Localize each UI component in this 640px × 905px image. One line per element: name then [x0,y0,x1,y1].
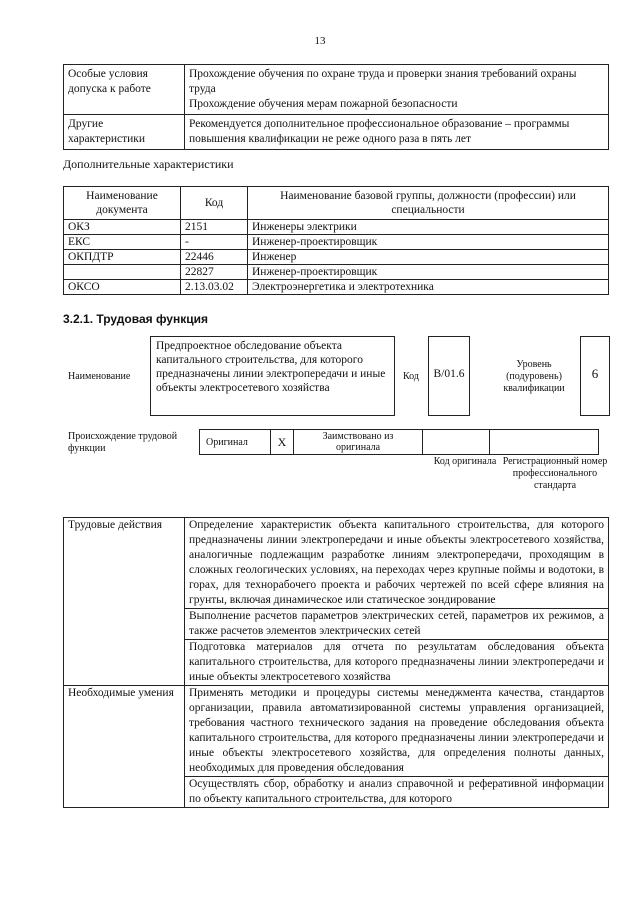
row-label: Трудовые действия [64,518,185,686]
cell [64,265,181,280]
page-number: 13 [314,35,326,47]
cell: 22446 [181,250,248,265]
borrowed-cell: Заимствовано из оригинала [294,430,423,455]
function-name-box: Предпроектное обследование объекта капитального строительства, для которого предназначены линии электропередачи и иные объекты электросетевого хозяйства [150,336,395,416]
function-heading: 3.2.1. Трудовая функция [63,312,208,326]
item-text: Применять методики и процедуры системы менеджмента качества, стандартов организации, правила автоматизированной системы управления организацией, требования частного технического задания на проведение обследования объекта капитального строительства, для которого предназначены линии электропередачи и иные объекты электросетевого хозяйства, для определения полноты данных, необходимых для проведения обследования [185,686,609,777]
table-row [200,430,599,455]
original-mark: X [271,430,294,455]
row-label: Необходимые умения [64,686,185,808]
section-heading: Дополнительные характеристики [63,157,234,171]
conditions-table [63,64,609,150]
row-value: Рекомендуется дополнительное профессиональное образование – программы повышения квалификации не реже одного раза в пять лет [185,115,609,150]
header-cell: Код [181,187,248,220]
table-row [64,280,609,295]
row-label: Другие характеристики [64,115,185,150]
table-row [64,265,609,280]
table-header [64,187,609,220]
header-cell: Наименование документа [64,187,181,220]
code-original-cell [423,430,490,455]
cell: Инженер [248,250,609,265]
reg-number-cell [490,430,599,455]
origin-label: Происхождение трудовой функции [68,431,178,454]
table-row [64,220,609,235]
cell: Электроэнергетика и электротехника [248,280,609,295]
table-row [64,686,609,777]
level-box: 6 [580,336,610,416]
cell: Инженеры электрики [248,220,609,235]
cell: Инженер-проектировщик [248,235,609,250]
cell: ЕКС [64,235,181,250]
item-text: Осуществлять сбор, обработку и анализ справочной и реферативной информации по объекту капитального строительства, для которого [185,777,609,808]
cell: 22827 [181,265,248,280]
item-text: Определение характеристик объекта капитального строительства, для которого предназначены линии электропередачи и иные объекты электросетевого хозяйства, аналогичные подлежащим разработке линиям электропередачи, проходящим в сложных геологических условиях, на переходах через крупные поймы и водотоки, в горах, для технорабочего проекта и рабочих чертежей по всей сфере влияния на грунты, включая динамическое или статическое зондирование [185,518,609,609]
details-table [63,517,609,808]
classifiers-table [63,186,609,295]
table-row [64,115,609,150]
code-original-label: Код оригинала [433,456,497,467]
item-text: Подготовка материалов для отчета по результатам обследования объекта капитального строительства, для которого предназначены линии электропередачи и иные объекты электросетевого хозяйства [185,640,609,686]
function-code-box: B/01.6 [428,336,470,416]
cell: 2151 [181,220,248,235]
header-cell: Наименование базовой группы, должности (профессии) или специальности [248,187,609,220]
value-line: Прохождение обучения мерам пожарной безопасности [189,98,458,110]
table-row [64,518,609,609]
item-text: Выполнение расчетов параметров электрических сетей, параметров их режимов, а также расчетов элементов электрических сетей [185,609,609,640]
row-label: Особые условия допуска к работе [64,65,185,115]
cell: ОКЗ [64,220,181,235]
table-row [64,250,609,265]
cell: 2.13.03.02 [181,280,248,295]
table-row [64,235,609,250]
reg-number-label: Регистрационный номер профессионального стандарта [502,456,608,491]
original-cell: Оригинал [200,430,271,455]
row-value [185,65,609,115]
cell: - [181,235,248,250]
value-line: Прохождение обучения по охране труда и проверки знания требований охраны труда [189,68,577,95]
name-label: Наименование [68,371,131,382]
cell: Инженер-проектировщик [248,265,609,280]
cell: ОКПДТР [64,250,181,265]
origin-table [199,429,599,455]
level-label: Уровень (подуровень) квалификации [503,359,565,394]
table-row [64,65,609,115]
code-label: Код [403,371,419,382]
cell: ОКСО [64,280,181,295]
